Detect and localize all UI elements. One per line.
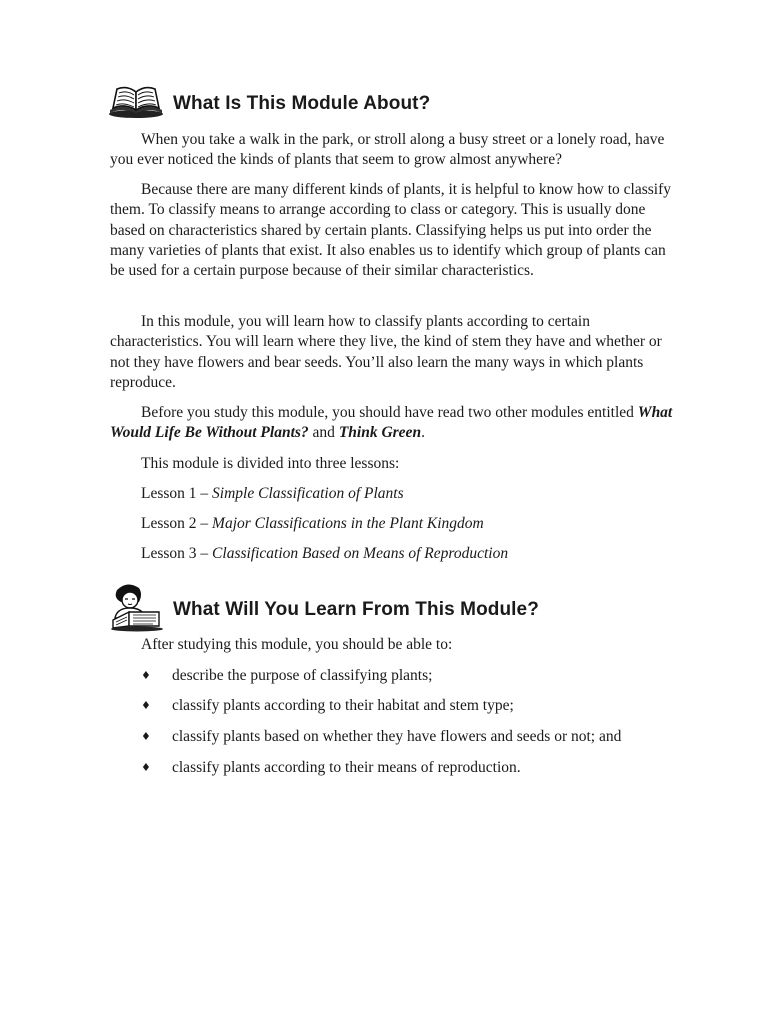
lesson-item-2: [141, 514, 484, 534]
lesson-title: Major Classifications in the Plant Kingdom: [212, 515, 484, 532]
lesson-item-1: [141, 484, 404, 504]
intro-paragraph-2: Because there are many different kinds of plants, it is helpful to know how to classify them. To classify means to arrange according to class or category. This is usually done based on characteristics shared by certain plants. Classifying helps us put into order the many varieties of plants that exist. It also enables us to identify which group of plants can be used for a certain purpose because of their similar characteristics.: [110, 181, 672, 280]
prerequisite-paragraph: [110, 403, 680, 444]
prereq-module-1: What Would Life Be Without Plants?: [110, 404, 673, 442]
prereq-intro: Before you study this module, you should have read two other modules entitled: [141, 404, 634, 421]
lessons-intro: This module is divided into three lessons:: [141, 455, 400, 472]
objectives-intro: After studying this module, you should be able to:: [141, 636, 453, 653]
prereq-end: .: [421, 424, 425, 442]
section-heading-learn: What Will You Learn From This Module?: [173, 598, 539, 620]
diamond-bullet-icon: ♦: [141, 699, 151, 712]
section-heading-about: What Is This Module About?: [173, 92, 431, 114]
objective-text: describe the purpose of classifying plants;: [172, 667, 433, 684]
lesson-label: Lesson 3 –: [141, 545, 209, 562]
diamond-bullet-icon: ♦: [141, 761, 151, 774]
lesson-title: Simple Classification of Plants: [212, 485, 404, 502]
objective-text: classify plants according to their habitat and stem type;: [172, 697, 514, 714]
open-book-icon: [107, 83, 165, 124]
objective-text: classify plants based on whether they have flowers and seeds or not; and: [172, 728, 622, 745]
intro-paragraph-3: In this module, you will learn how to classify plants according to certain characteristics. You will learn where they live, the kind of stem they have and whether or not they have flowers and bear seeds. You’ll also learn the many ways in which plants reproduce.: [110, 313, 662, 391]
lesson-title: Classification Based on Means of Reproduction: [212, 545, 509, 562]
lesson-label: Lesson 2 –: [141, 515, 209, 532]
objective-text: classify plants according to their means of reproduction.: [172, 759, 521, 776]
lesson-item-3: [141, 544, 508, 564]
student-reading-icon: [107, 582, 165, 637]
section-header-learn: [107, 582, 539, 637]
diamond-bullet-icon: ♦: [141, 730, 151, 743]
prereq-module-2: Think Green: [338, 424, 422, 442]
section-header-about: [107, 83, 430, 124]
intro-paragraph-1: When you take a walk in the park, or stroll along a busy street or a lonely road, have you ever noticed the kinds of plants that seem to grow almost anywhere?: [110, 131, 665, 169]
diamond-bullet-icon: ♦: [141, 669, 151, 682]
prereq-connector: and: [312, 424, 335, 442]
lesson-label: Lesson 1 –: [141, 485, 209, 502]
